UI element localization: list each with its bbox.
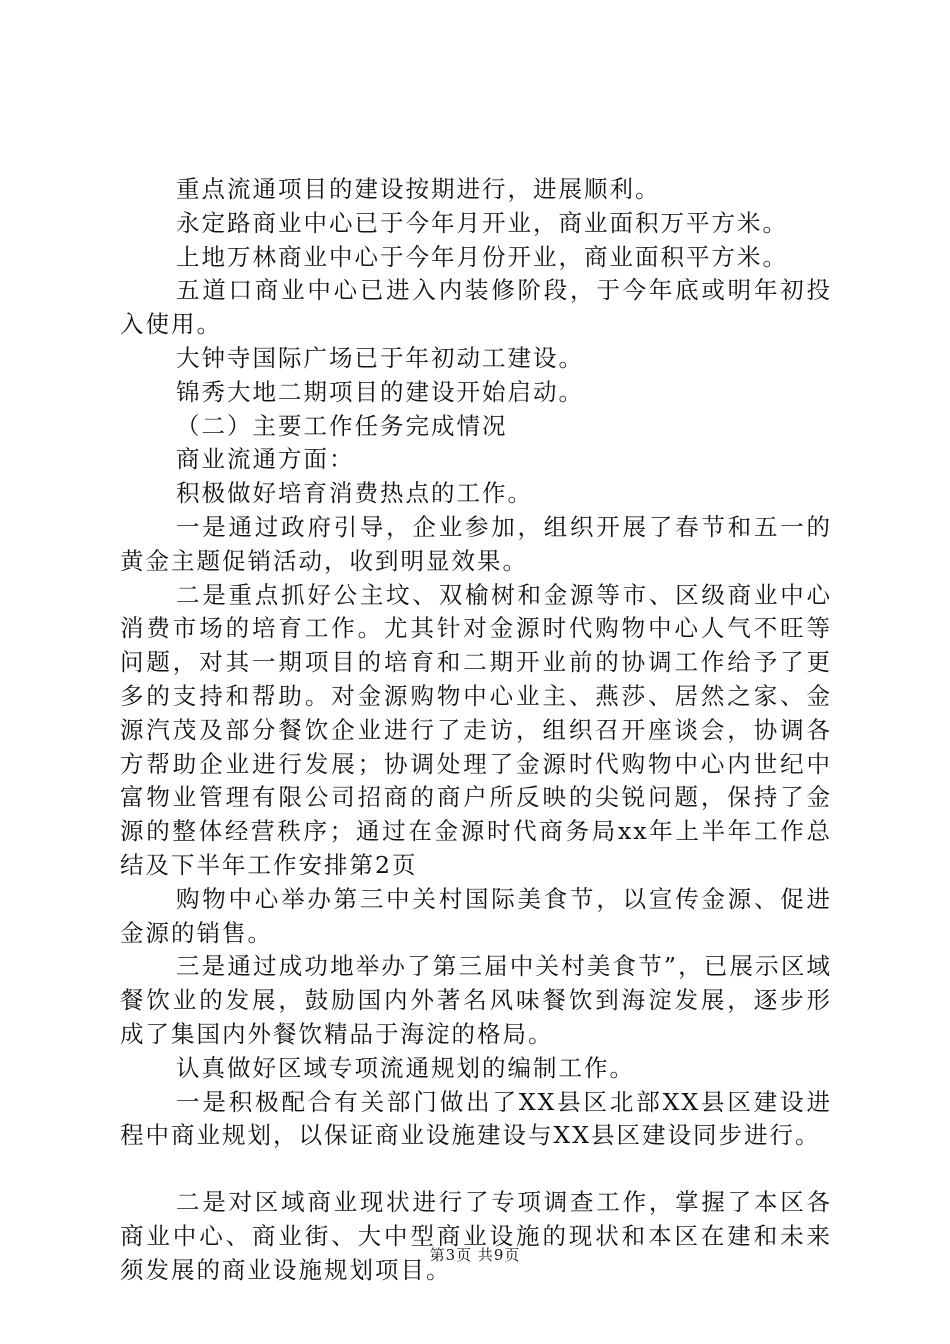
paragraph-item-two: 二是重点抓好公主坟、双榆树和金源等市、区级商业中心消费市场的培育工作。尤其针对金源时代购物中心人气不旺等问题，对其一期项目的培育和二期开业前的协调工作给予了更多的支持和帮助。对金源购物中心业主、燕莎、居然之家、金源汽茂及部分餐饮企业进行了走访，组织召开座谈会，协调各方帮助企业进行发展；协调处理了金源时代购物中心内世纪中富物业管理有限公司招商的商户所反映的尖锐问题，保持了金源的整体经营秩序；通过在金源时代商务局xx年上半年工作总结及下半年工作安排第2页 (120, 580, 832, 879)
subheading-commerce: 商业流通方面： (176, 445, 355, 474)
paragraph-planning: 认真做好区域专项流通规划的编制工作。 (176, 1053, 635, 1082)
page-footer: 第3页 共9页 (429, 1246, 521, 1264)
paragraph-dazhongsi: 大钟寺国际广场已于年初动工建设。 (176, 343, 584, 372)
paragraph-wudaokou: 五道口商业中心已进入内装修阶段，于今年底或明年初投入使用。 (120, 276, 832, 339)
paragraph-yongding-road: 永定路商业中心已于今年月开业，商业面积万平方米。 (176, 208, 788, 237)
document-body (120, 173, 832, 1288)
paragraph-jinxiu-dadi: 锦秀大地二期项目的建设开始启动。 (176, 377, 584, 406)
section-heading-main-tasks: （二）主要工作任务完成情况 (176, 411, 508, 440)
paragraph-consumption-hotspots: 积极做好培育消费热点的工作。 (176, 479, 533, 508)
paragraph-planning-two: 二是对区域商业现状进行了专项调查工作，掌握了本区各商业中心、商业街、大中型商业设施的现状和本区在建和未来须发展的商业设施规划项目。 (120, 1188, 832, 1284)
paragraph-item-three: 三是通过成功地举办了第三届中关村美食节”，已展示区域餐饮业的发展，鼓励国内外著名风味餐饮到海淀发展，逐步形成了集国内外餐饮精品于海淀的格局。 (120, 952, 832, 1048)
paragraph-shangdi-wanlin: 上地万林商业中心于今年月份开业，商业面积平方米。 (176, 242, 788, 271)
paragraph-food-festival: 购物中心举办第三中关村国际美食节，以宣传金源、促进金源的销售。 (120, 884, 832, 947)
paragraph-key-projects: 重点流通项目的建设按期进行，进展顺利。 (176, 175, 661, 203)
paragraph-item-one: 一是通过政府引导，企业参加，组织开展了春节和五一的黄金主题促销活动，收到明显效果。 (120, 512, 832, 575)
paragraph-planning-one: 一是积极配合有关部门做出了XX县区北部XX县区建设进程中商业规划，以保证商业设施建设与XX县区建设同步进行。 (120, 1087, 832, 1150)
